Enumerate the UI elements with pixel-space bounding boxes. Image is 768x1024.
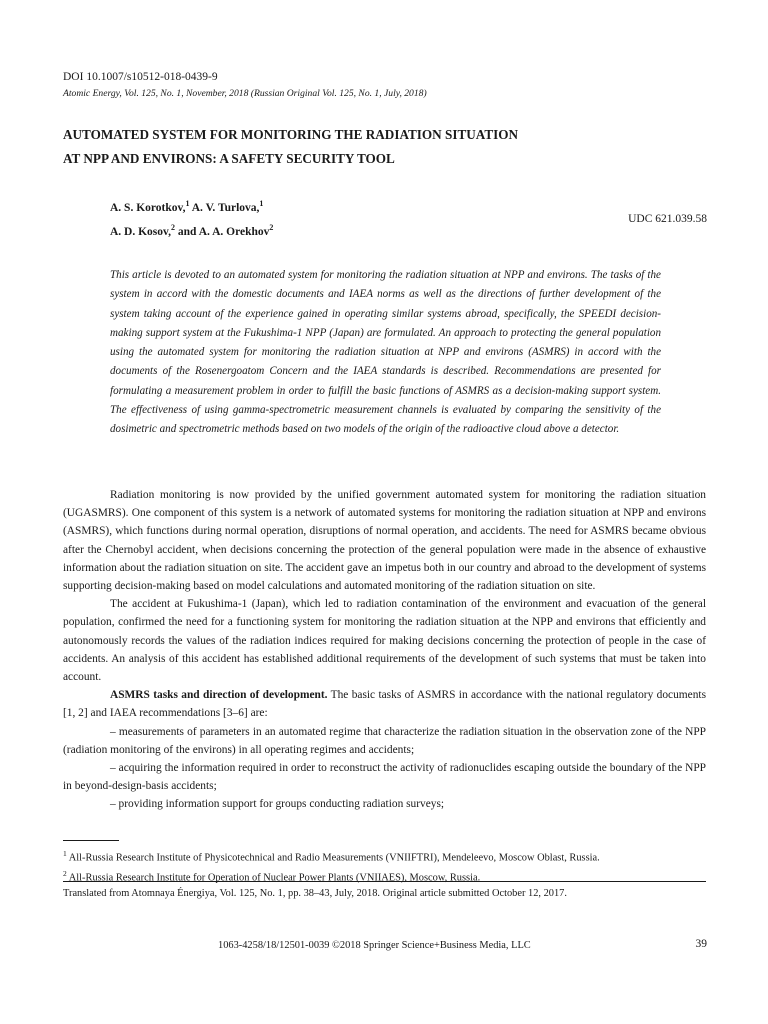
title-line-2: AT NPP AND ENVIRONS: A SAFETY SECURITY TOOL — [63, 151, 395, 166]
journal-citation: Atomic Energy, Vol. 125, No. 1, November, 2018 (Russian Original Vol. 125, No. 1, July, 2018) — [63, 88, 427, 99]
list-item: – providing information support for groups conducting radiation surveys; — [110, 798, 445, 811]
translation-note: Translated from Atomnaya Énergiya, Vol. 125, No. 1, pp. 38–43, July, 2018. Original article submitted October 12, 2017. — [63, 888, 567, 899]
translation-rule — [63, 881, 706, 882]
author-name: A. D. Kosov, — [110, 225, 172, 238]
footnote-2 — [63, 866, 600, 886]
affiliation-mark: 2 — [171, 222, 176, 232]
affiliation-mark: 1 — [259, 199, 264, 208]
author-name: A. S. Korotkov, — [110, 201, 186, 214]
page-number: 39 — [695, 938, 707, 950]
paragraph: The accident at Fukushima-1 (Japan), which led to radiation contamination of the environment and evacuation of the general population, confirmed the need for a functioning system for monitoring the radiation situation at the NPP and environs that efficiently and autonomously records the values of the radiation indices required for making decisions concerning the protection of people in the case of accidents. An analysis of this accident has established additional requirements of the development of such systems that must be taken into account. — [63, 598, 706, 684]
doi: DOI 10.1007/s10512-018-0439-9 — [63, 71, 218, 83]
author-name: A. V. Turlova, — [189, 201, 260, 214]
paragraph-text: The basic tasks of ASMRS in accordance with the national regulatory documents [1, 2] and IAEA recommendations [3–6] are: — [63, 689, 706, 720]
abstract: This article is devoted to an automated system for monitoring the radiation situation at NPP and environs. The tasks of the system in accord with the domestic documents and IAEA norms as well as the directions of further development of the system taking account of the experience gained in operating similar systems abroad, specifically, the SPEEDI decision-making support system at the Fukushima-1 NPP (Japan) are formulated. An approach to protecting the general population using the automated system for monitoring the radiation situation at NPP and environs (ASMRS) in accord with the documents of the Rosenergoatom Concern and the IAEA standards is described. Recommendations are presented for formulating a measurement problem in order to fulfill the basic functions of ASMRS as a decision-making support system. The effectiveness of using gamma-spectrometric measurement channels is evaluated by comparing the sensitivity of the dosimetric and spectrometric methods based on two models of the origin of the radioactive cloud above a detector. — [110, 269, 661, 436]
footnote-text: All-Russia Research Institute of Physicotechnical and Radio Measurements (VNIIFTRI), Mendeleevo, Moscow Oblast, Russia. — [66, 852, 600, 864]
author-line-2 — [110, 218, 273, 242]
body-text — [63, 486, 706, 814]
udc-code: UDC 621.039.58 — [628, 213, 707, 225]
footnote-mark: 1 — [63, 849, 67, 858]
author-list — [110, 194, 273, 242]
list-item: – acquiring the information required in order to reconstruct the activity of radionuclides escaping outside the boundary of the NPP in beyond-design-basis accidents; — [63, 762, 706, 793]
paragraph — [63, 686, 706, 722]
author-name: and A. A. Orekhov — [175, 225, 270, 238]
footnote-mark: 2 — [63, 869, 67, 879]
section-heading: ASMRS tasks and direction of development. — [110, 689, 328, 702]
author-line-1 — [110, 194, 273, 218]
footnote-rule — [63, 840, 119, 841]
title-line-1: AUTOMATED SYSTEM FOR MONITORING THE RADIATION SITUATION — [63, 127, 519, 142]
affiliation-mark: 2 — [269, 222, 274, 232]
affiliation-mark: 1 — [185, 199, 190, 208]
paragraph: Radiation monitoring is now provided by the unified government automated system for monitoring the radiation situation (UGASMRS). One component of this system is a network of automated systems for monitoring the radiation situation at NPP and environs (ASMRS), which functions during normal operation, disruptions of normal operation, and accidents. The need for ASMRS became obvious after the Chernobyl accident, when decisions concerning the protection of the general population were made in the absence of exhaustive information about the radiation situation on site. The accident gave an impetus both in our country and abroad to the development of systems supporting decision-making based on model calculations and automated monitoring of the radiation situation on site. — [63, 489, 706, 593]
copyright-line: 1063-4258/18/12501-0039 ©2018 Springer Science+Business Media, LLC — [218, 940, 531, 951]
footnote-1 — [63, 846, 600, 866]
article-title — [63, 123, 518, 171]
footnote-text: All-Russia Research Institute for Operation of Nuclear Power Plants (VNIIAES), Moscow, Russia. — [66, 872, 481, 884]
list-item: – measurements of parameters in an automated regime that characterize the radiation situation in the observation zone of the NPP (radiation monitoring of the environs) in all operating regimes and accidents; — [63, 725, 706, 756]
